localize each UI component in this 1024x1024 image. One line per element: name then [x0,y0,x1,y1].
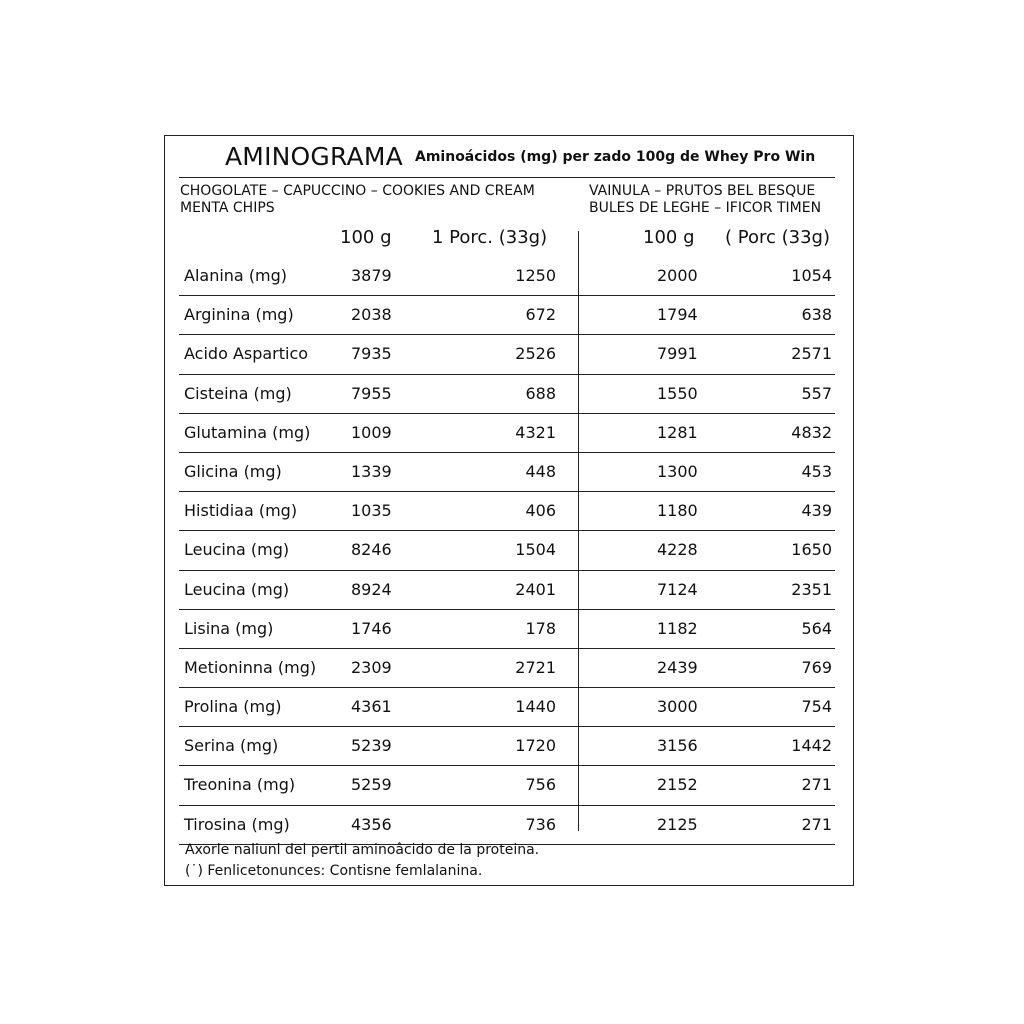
aminoacid-name: Leucina (mg) [184,579,290,599]
table-row [179,296,835,335]
value-portion-left: 448 [525,461,556,481]
table-row [179,688,835,727]
flavors-right [589,183,839,217]
aminoacid-name: Lisina (mg) [184,618,274,638]
aminoacid-name: Glicina (mg) [184,461,282,481]
table-row [179,806,835,845]
value-portion-right: 557 [801,383,832,403]
value-portion-right: 2571 [791,344,832,364]
column-header-100g-left: 100 g [340,227,392,248]
value-100g-right: 2125 [657,814,698,834]
value-100g-right: 7124 [657,579,698,599]
value-portion-left: 2526 [515,344,556,364]
column-header-portion-right: ( Porc (33g) [725,227,830,248]
footnote: (˙) Fenlicetonunces: Contisne femlalanina. [185,863,483,879]
footnote: Axorle naliunl del pertil aminoâcido de la proteina. [185,842,540,858]
value-100g-right: 1550 [657,383,698,403]
value-100g-left: 7955 [351,383,392,403]
value-portion-right: 564 [801,618,832,638]
value-portion-right: 4832 [791,422,832,442]
aminoacid-name: Serina (mg) [184,736,279,756]
value-portion-left: 672 [525,305,556,325]
value-portion-right: 638 [801,305,832,325]
value-portion-right: 1650 [791,540,832,560]
aminoacid-name: Arginina (mg) [184,305,294,325]
aminoacid-name: Glutamina (mg) [184,422,311,442]
page-title: AMINOGRAMA [225,142,403,171]
value-100g-right: 7991 [657,344,698,364]
value-100g-left: 8246 [351,540,392,560]
table-row [179,414,835,453]
value-100g-left: 1035 [351,501,392,521]
table-row [179,571,835,610]
aminoacid-name: Metioninna (mg) [184,657,317,677]
value-100g-left: 8924 [351,579,392,599]
table-row [179,766,835,805]
flavor-line: CHOGOLATE – CAPUCCINO – COOKIES AND CREAM [180,183,535,199]
value-portion-left: 406 [525,501,556,521]
aminoacid-name: Acido Aspartico [184,344,309,364]
value-100g-left: 3879 [351,266,392,285]
footnotes [185,840,539,882]
flavor-line: MENTA CHIPS [180,200,275,216]
value-portion-left: 178 [525,618,556,638]
value-100g-right: 1281 [657,422,698,442]
value-100g-right: 3000 [657,697,698,717]
flavors-left [180,183,580,217]
value-portion-left: 4321 [515,422,556,442]
value-100g-left: 7935 [351,344,392,364]
table-row [179,649,835,688]
table-row [179,375,835,414]
aminoacid-name: Leucina (mg) [184,540,290,560]
title-divider [179,177,835,178]
aminoacid-name: Histidiaa (mg) [184,501,298,521]
column-header-100g-right: 100 g [643,227,695,248]
value-100g-left: 2038 [351,305,392,325]
table-row [179,335,835,374]
value-100g-right: 4228 [657,540,698,560]
value-100g-right: 2439 [657,657,698,677]
value-100g-left: 5239 [351,736,392,756]
value-portion-left: 2401 [515,579,556,599]
value-portion-left: 2721 [515,657,556,677]
value-100g-left: 1746 [351,618,392,638]
column-header-portion-left: 1 Porc. (33g) [432,227,548,248]
value-100g-right: 3156 [657,736,698,756]
value-100g-left: 2309 [351,657,392,677]
aminoacid-table [179,257,835,845]
value-portion-right: 439 [801,501,832,521]
value-portion-left: 1250 [515,266,556,285]
value-100g-left: 1009 [351,422,392,442]
table-row [179,257,835,296]
value-portion-left: 1720 [515,736,556,756]
table-row [179,492,835,531]
value-portion-right: 1442 [791,736,832,756]
value-100g-right: 1794 [657,305,698,325]
value-portion-left: 688 [525,383,556,403]
value-100g-right: 2152 [657,775,698,795]
table-row [179,610,835,649]
value-100g-left: 5259 [351,775,392,795]
value-portion-right: 2351 [791,579,832,599]
table-row [179,727,835,766]
table-row [179,531,835,570]
aminoacid-name: Tirosina (mg) [184,814,290,834]
aminoacid-name: Alanina (mg) [184,266,288,285]
value-100g-left: 4361 [351,697,392,717]
value-portion-left: 1504 [515,540,556,560]
value-100g-right: 2000 [657,266,698,285]
value-portion-right: 271 [801,814,832,834]
value-100g-left: 1339 [351,461,392,481]
value-portion-left: 756 [525,775,556,795]
value-portion-right: 769 [801,657,832,677]
aminoacid-name: Cisteina (mg) [184,383,292,403]
aminoacid-name: Prolina (mg) [184,697,282,717]
flavor-line: BULES DE LEGHE – IFICOR TIMEN [589,200,822,216]
page-subtitle: Aminoácidos (mg) per zado 100g de Whey Pro Win [415,149,816,165]
value-portion-left: 1440 [515,697,556,717]
value-portion-right: 1054 [791,266,832,285]
value-portion-right: 754 [801,697,832,717]
value-portion-left: 736 [525,814,556,834]
table-row [179,453,835,492]
flavor-line: VAINULA – PRUTOS BEL BESQUE [589,183,816,199]
value-100g-right: 1300 [657,461,698,481]
aminoacid-name: Treonina (mg) [184,775,296,795]
value-100g-right: 1180 [657,501,698,521]
value-100g-right: 1182 [657,618,698,638]
value-100g-left: 4356 [351,814,392,834]
value-portion-right: 271 [801,775,832,795]
aminogram-panel [164,135,854,886]
value-portion-right: 453 [801,461,832,481]
